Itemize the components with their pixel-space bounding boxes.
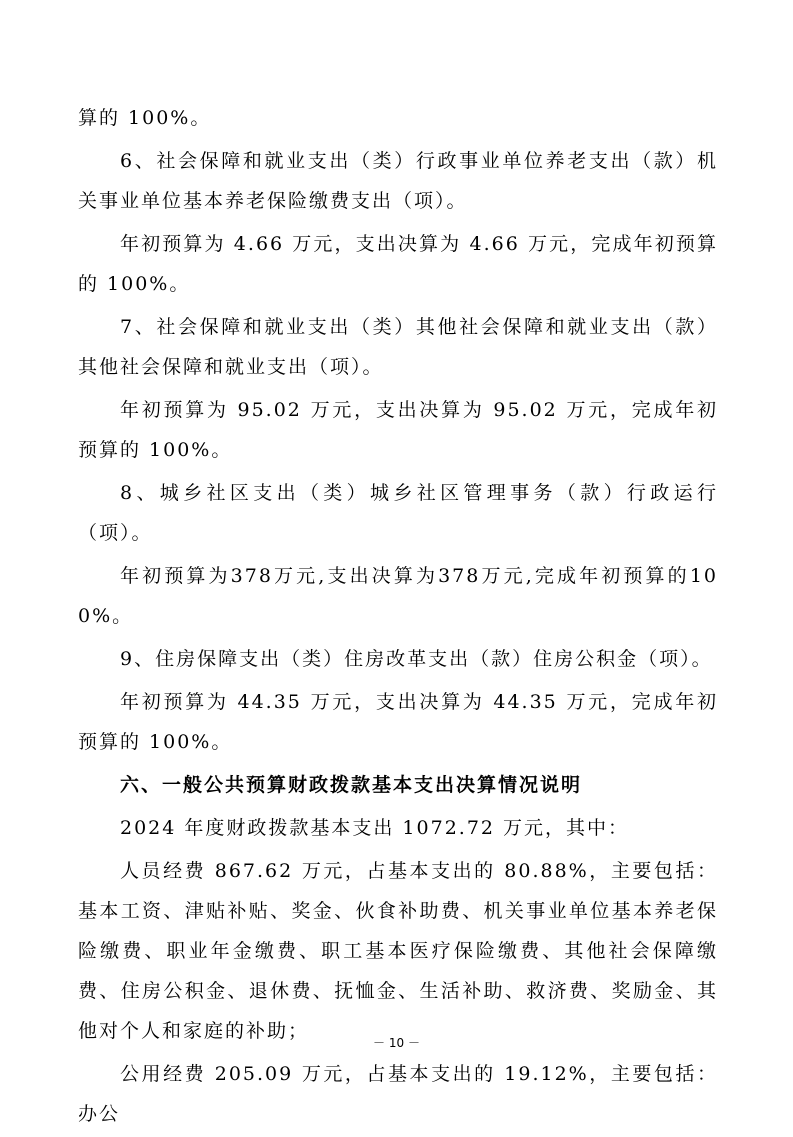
paragraph: 年初预算为378万元,支出决算为378万元,完成年初预算的100%。	[78, 565, 718, 627]
paragraph: 公用经费 205.09 万元，占基本支出的 19.12%，主要包括：办公	[78, 1063, 718, 1125]
paragraph: 6、社会保障和就业支出（类）行政事业单位养老支出（款）机关事业单位基本养老保险缴费支出（项）。	[78, 150, 718, 212]
paragraph: 算的 100%。	[78, 107, 212, 129]
paragraph: 年初预算为 44.35 万元，支出决算为 44.35 万元，完成年初预算的 100%。	[78, 691, 718, 753]
section-heading: 六、一般公共预算财政拨款基本支出决算情况说明	[120, 774, 583, 796]
paragraph: 7、社会保障和就业支出（类）其他社会保障和就业支出（款）其他社会保障和就业支出（项）。	[78, 316, 718, 378]
paragraph: 8、城乡社区支出（类）城乡社区管理事务（款）行政运行（项）。	[78, 482, 718, 544]
paragraph: 年初预算为 4.66 万元，支出决算为 4.66 万元，完成年初预算的 100%。	[78, 233, 718, 295]
paragraph: 9、住房保障支出（类）住房改革支出（款）住房公积金（项）。	[120, 648, 713, 670]
paragraph: 2024 年度财政拨款基本支出 1072.72 万元，其中：	[120, 817, 630, 839]
page-number: － 10 －	[373, 1036, 420, 1050]
document-body	[78, 98, 718, 1137]
paragraph: 年初预算为 95.02 万元，支出决算为 95.02 万元，完成年初预算的 100%。	[78, 399, 718, 461]
paragraph: 人员经费 867.62 万元，占基本支出的 80.88%，主要包括：基本工资、津贴补贴、奖金、伙食补助费、机关事业单位基本养老保险缴费、职业年金缴费、职工基本医疗保险缴费、其他社会保障缴费、住房公积金、退休费、抚恤金、生活补助、救济费、奖励金、其他对个人和家庭的补助；	[78, 860, 718, 1042]
